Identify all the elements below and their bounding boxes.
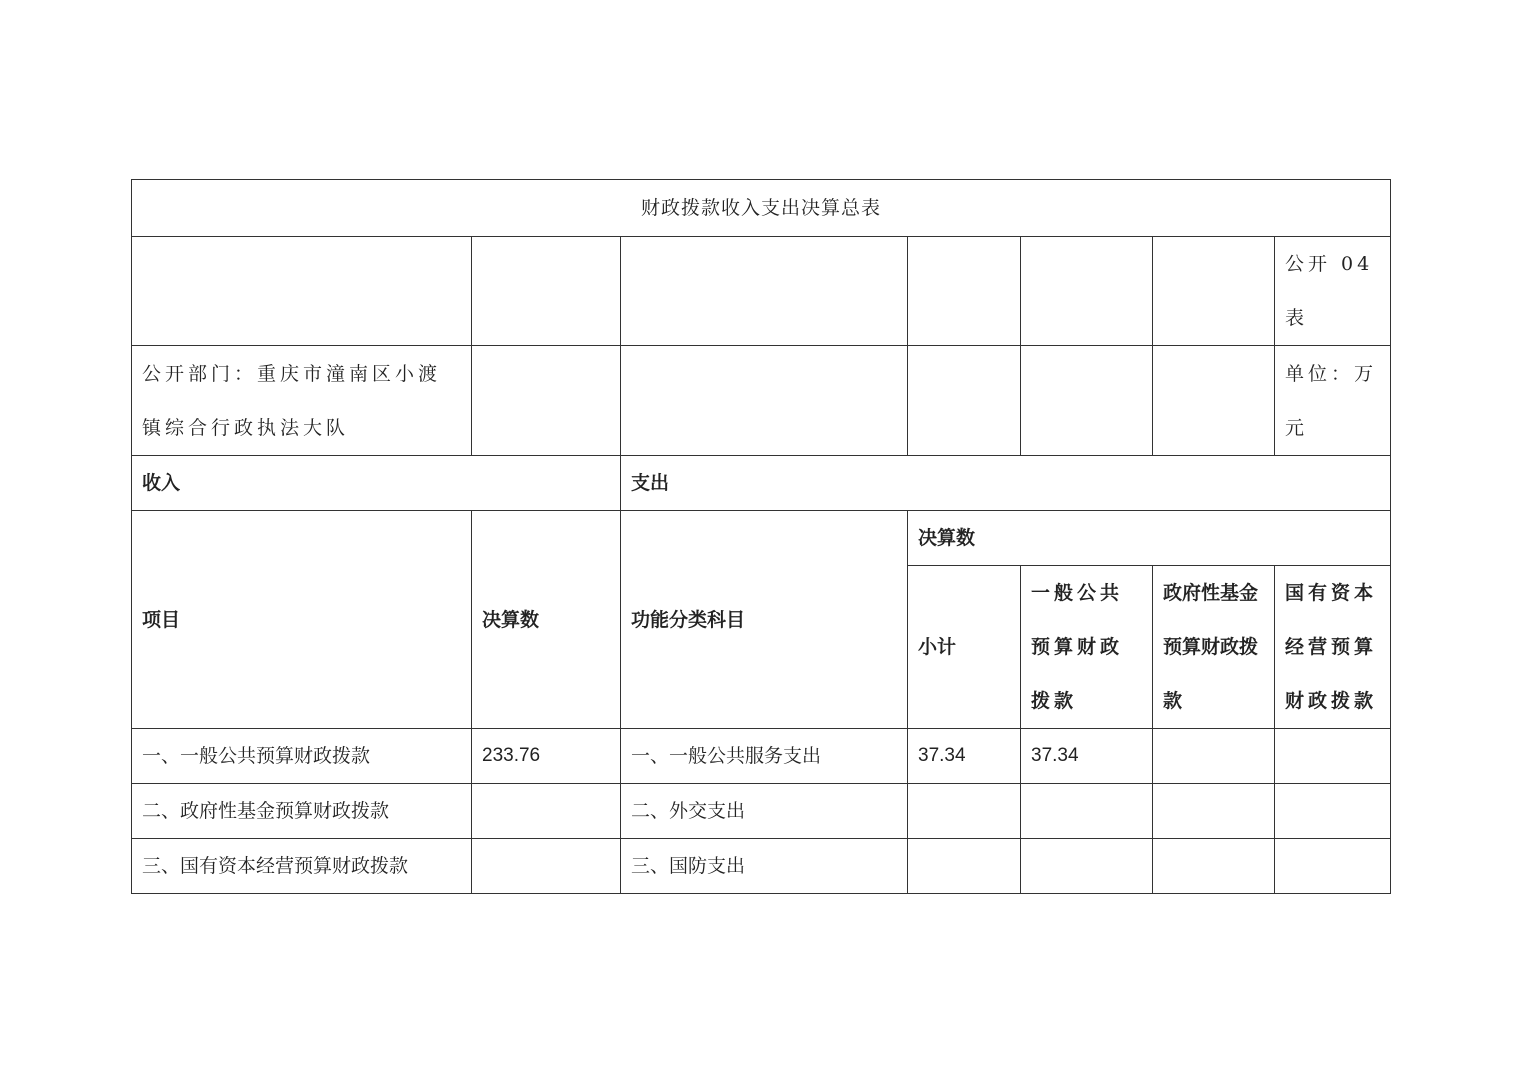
header-item: 项目 bbox=[132, 511, 472, 729]
empty-cell bbox=[1021, 346, 1153, 456]
expense-section-header: 支出 bbox=[621, 456, 1391, 511]
expense-item: 三、国防支出 bbox=[621, 839, 908, 894]
expense-general bbox=[1021, 839, 1153, 894]
unit-label: 单位：万元 bbox=[1275, 346, 1391, 456]
header-settlement: 决算数 bbox=[908, 511, 1391, 566]
expense-capital bbox=[1275, 839, 1391, 894]
header-subtotal: 小计 bbox=[908, 566, 1021, 729]
expense-item: 一、一般公共服务支出 bbox=[621, 729, 908, 784]
empty-cell bbox=[132, 237, 472, 346]
empty-cell bbox=[472, 237, 621, 346]
expense-subtotal: 37.34 bbox=[908, 729, 1021, 784]
expense-fund bbox=[1153, 839, 1275, 894]
income-item: 二、政府性基金预算财政拨款 bbox=[132, 784, 472, 839]
empty-cell bbox=[621, 237, 908, 346]
expense-general bbox=[1021, 784, 1153, 839]
table-row bbox=[132, 729, 1391, 784]
income-amount bbox=[472, 784, 621, 839]
empty-cell bbox=[472, 346, 621, 456]
expense-subtotal bbox=[908, 784, 1021, 839]
expense-item: 二、外交支出 bbox=[621, 784, 908, 839]
department-label: 公开部门：重庆市潼南区小渡镇综合行政执法大队 bbox=[132, 346, 472, 456]
income-item: 三、国有资本经营预算财政拨款 bbox=[132, 839, 472, 894]
expense-subtotal bbox=[908, 839, 1021, 894]
header-state-capital: 国有资本经营预算财政拨款 bbox=[1275, 566, 1391, 729]
fiscal-appropriation-table bbox=[131, 179, 1391, 894]
empty-cell bbox=[1021, 237, 1153, 346]
empty-cell bbox=[908, 346, 1021, 456]
empty-cell bbox=[621, 346, 908, 456]
empty-cell bbox=[1153, 237, 1275, 346]
header-income-amount: 决算数 bbox=[472, 511, 621, 729]
header-gov-fund: 政府性基金预算财政拨款 bbox=[1153, 566, 1275, 729]
income-amount: 233.76 bbox=[472, 729, 621, 784]
expense-capital bbox=[1275, 784, 1391, 839]
income-amount bbox=[472, 839, 621, 894]
expense-general: 37.34 bbox=[1021, 729, 1153, 784]
empty-cell bbox=[1153, 346, 1275, 456]
table-number: 公开 04表 bbox=[1275, 237, 1391, 346]
expense-fund bbox=[1153, 784, 1275, 839]
table-row bbox=[132, 784, 1391, 839]
empty-cell bbox=[908, 237, 1021, 346]
table-row bbox=[132, 839, 1391, 894]
income-item: 一、一般公共预算财政拨款 bbox=[132, 729, 472, 784]
header-general-budget: 一般公共预算财政拨款 bbox=[1021, 566, 1153, 729]
header-function-category: 功能分类科目 bbox=[621, 511, 908, 729]
expense-capital bbox=[1275, 729, 1391, 784]
table-title: 财政拨款收入支出决算总表 bbox=[132, 180, 1391, 237]
income-section-header: 收入 bbox=[132, 456, 621, 511]
expense-fund bbox=[1153, 729, 1275, 784]
